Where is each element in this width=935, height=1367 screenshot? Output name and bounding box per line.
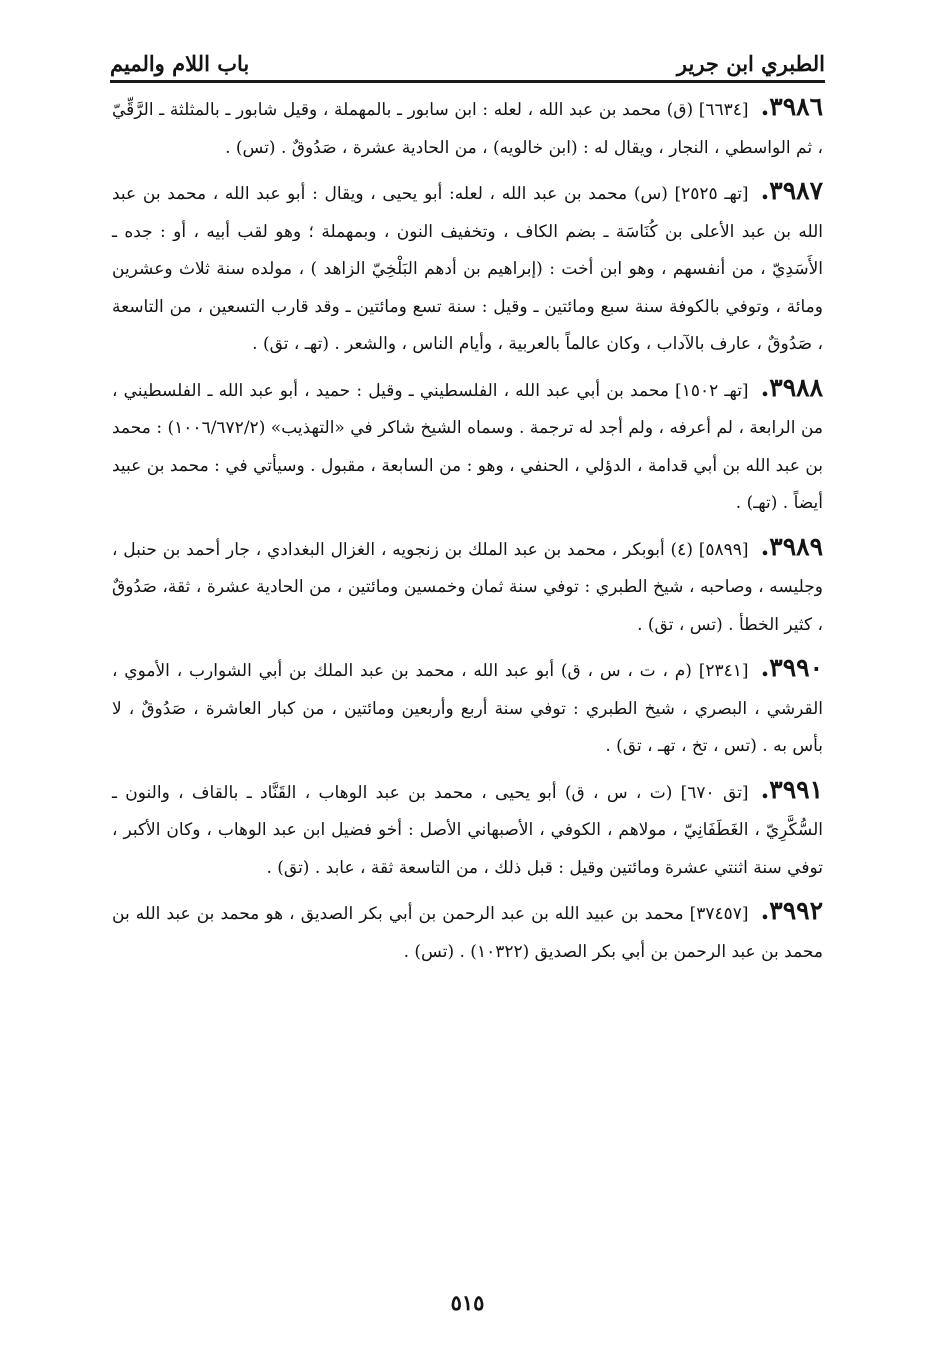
entry-number: ٣٩٩١. — [760, 774, 823, 804]
entry-text: [تهـ ١٥٠٢] محمد بن أبي عبد الله ، الفلسطيني ـ وقيل : حميد ، أبو عبد الله ـ الفلسطيني ، من الرابعة ، لم أعرفه ، ولم أجد له ترجمة . وسماه الشيخ شاكر في «التهذيب» (١٠٠٦/٦٧٢/٢) : محمد بن عبد الله بن أبي قدامة ، الدؤلي ، الحنفي ، وهو : من السابعة ، مقبول . وسيأتي في : محمد بن عبيد أيضاً . (تهـ) . — [112, 380, 823, 513]
entry-3987 — [112, 172, 823, 364]
entry-number: ٣٩٨٩. — [760, 531, 823, 561]
entry-3988 — [112, 369, 823, 523]
header-divider — [110, 80, 825, 83]
page-number: ٥١٥ — [450, 1290, 485, 1315]
entry-text: [تق ٦٧٠] (ت ، س ، ق) أبو يحيى ، محمد بن عبد الوهاب ، القَنَّاد ـ بالقاف ، والنون ـ السُّكَّرِيّ ، الغَطَفَانِيّ ، مولاهم ، الكوفي ، الأصبهاني الأصل : أخو فضيل ابن عبد الوهاب ، وكان الأكبر ، توفي سنة اثنتي عشرة ومائتين وقيل : قبل ذلك ، من التاسعة ثقة ، عابد . (تق) . — [112, 782, 823, 878]
entries-list — [112, 88, 823, 976]
entry-3989 — [112, 528, 823, 645]
entry-number: ٣٩٨٧. — [760, 176, 823, 205]
entry-text: [٢٣٤١] (م ، ت ، س ، ق) أبو عبد الله ، محمد بن عبد الملك بن أبي الشوارب ، الأموي ، القرشي ، البصري ، شيخ الطبري : توفي سنة أربع وأربعين ومائتين ، من كبار العاشرة ، صَدُوقٌ ، لا بأس به . (تس ، تخ ، تهـ ، تق) . — [112, 661, 823, 756]
header-chapter-title: باب اللام والميم — [110, 51, 250, 76]
running-header — [110, 36, 825, 76]
entry-text: [تهـ ٢٥٢٥] (س) محمد بن عبد الله ، لعله: أبو يحيى ، ويقال : أبو عبد الله ، محمد بن عبد الله بن عبد الأعلى بن كُنَاسَة ـ بضم الكاف ، وتخفيف النون ، وبمهملة ؛ وهو لقب أبيه ، أو : جده ـ الأَسَدِيّ ، من أنفسهم ، وهو ابن أخت : (إبراهيم بن أدهم البَلْخِيّ الزاهد ) ، مولده سنة ثلاث وعشرين ومائة ، وتوفي بالكوفة سنة سبع ومائتين ـ وقيل : سنة تسع ومائتين ـ وقد قارب التسعين ، من التاسعة ، صَدُوقٌ ، عارف بالآداب ، وكان عالماً بالعربية ، وأيام الناس ، والشعر . (تهـ ، تق) . — [112, 184, 823, 354]
entry-text: [٣٧٤٥٧] محمد بن عبيد الله بن عبد الرحمن بن أبي بكر الصديق ، هو محمد بن عبد الله بن محمد بن عبد الرحمن بن أبي بكر الصديق (١٠٣٢٢) . (تس) . — [112, 904, 823, 962]
entry-number: ٣٩٩٠. — [760, 653, 823, 682]
entry-3986 — [112, 88, 823, 167]
entry-text: [٥٨٩٩] (٤) أبوبكر ، محمد بن عبد الملك بن زنجويه ، الغزال البغدادي ، جار أحمد بن حنبل ، وجليسه ، وصاحبه ، شيخ الطبري : توفي سنة ثمان وخمسين ومائتين ، من الحادية عشرة ، ثقة، صَدُوقٌ ، كثير الخطأ . (تس ، تق) . — [112, 539, 823, 635]
entry-text: [٦٦٣٤] (ق) محمد بن عبد الله ، لعله : ابن سابور ـ بالمهملة ، وقيل شابور ـ بالمثلثة ـ الرَّقِّيّ ، ثم الواسطي ، النجار ، ويقال له : (ابن خالويه) ، من الحادية عشرة ، صَدُوقٌ . (تس) . — [112, 100, 823, 158]
entry-3990 — [112, 649, 823, 766]
entry-3991 — [112, 771, 823, 888]
entry-number: ٣٩٩٢. — [760, 896, 823, 925]
header-book-title: الطبري ابن جرير — [676, 51, 825, 76]
entry-number: ٣٩٨٨. — [760, 372, 823, 402]
entry-number: ٣٩٨٦. — [760, 92, 823, 121]
entry-3992 — [112, 892, 823, 971]
